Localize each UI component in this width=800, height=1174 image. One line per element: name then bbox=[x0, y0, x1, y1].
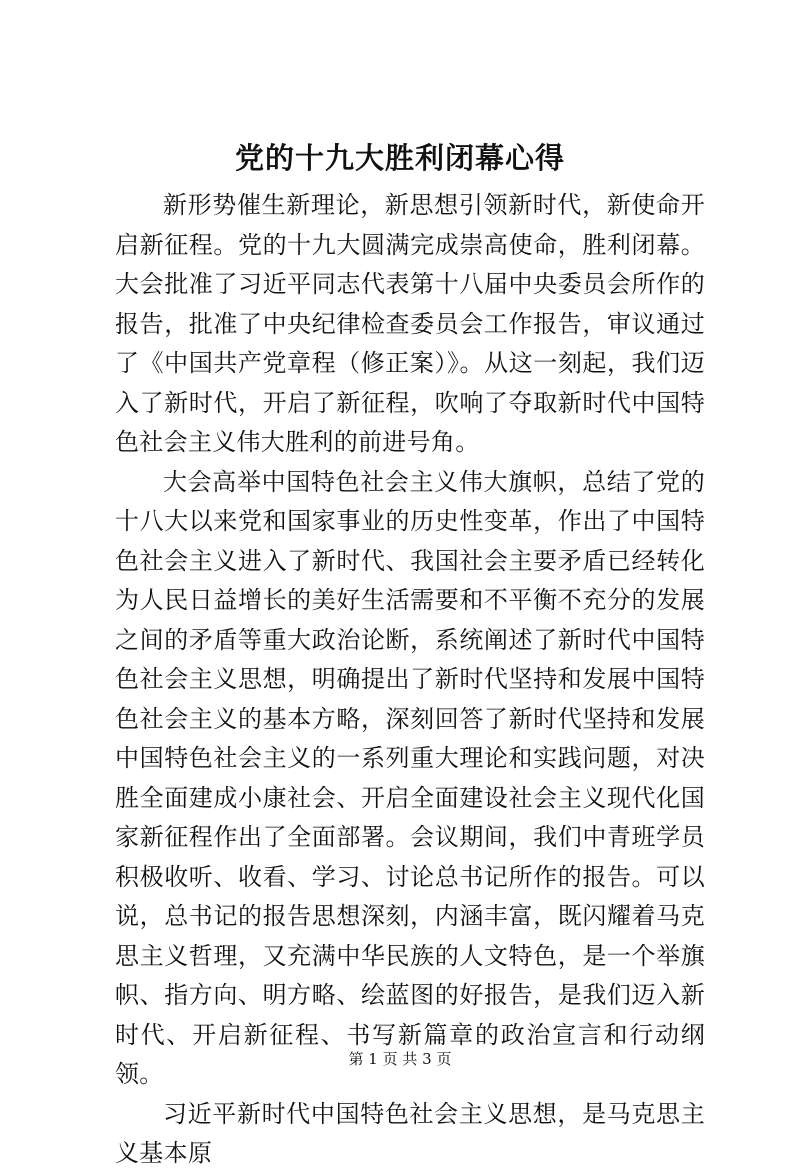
paragraph-1: 新形势催生新理论，新思想引领新时代，新使命开启新征程。党的十九大圆满完成崇高使命，胜利闭幕。大会批准了习近平同志代表第十八届中央委员会所作的报告，批准了中央纪律检查委员会工作报告，审议通过了《中国共产党章程（修正案）》。从这一刻起，我们迈入了新时代，开启了新征程，吹响了夺取新时代中国特色社会主义伟大胜利的前进号角。 bbox=[115, 191, 705, 456]
document-title: 党的十九大胜利闭幕心得 bbox=[234, 141, 565, 175]
page-number-footer: 第 1 页 共 3 页 bbox=[348, 1050, 452, 1068]
paragraph-3: 习近平新时代中国特色社会主义思想，是马克思主义基本原 bbox=[115, 1099, 705, 1167]
paragraph-2: 大会高举中国特色社会主义伟大旗帜，总结了党的十八大以来党和国家事业的历史性变革，作出了中国特色社会主义进入了新时代、我国社会主要矛盾已经转化为人民日益增长的美好生活需要和不平衡不充分的发展之间的矛盾等重大政治论断，系统阐述了新时代中国特色社会主义思想，明确提出了新时代坚持和发展中国特色社会主义的基本方略，深刻回答了新时代坚持和发展中国特色社会主义的一系列重大理论和实践问题，对决胜全面建成小康社会、开启全面建设社会主义现代化国家新征程作出了全面部署。会议期间，我们中青班学员积极收听、收看、学习、讨论总书记所作的报告。可以说，总书记的报告思想深刻，内涵丰富，既闪耀着马克思主义哲理，又充满中华民族的人文特色，是一个举旗帜、指方向、明方略、绘蓝图的好报告，是我们迈入新时代、开启新征程、书写新篇章的政治宣言和行动纲领。 bbox=[115, 467, 705, 1088]
document-body bbox=[115, 186, 705, 1174]
